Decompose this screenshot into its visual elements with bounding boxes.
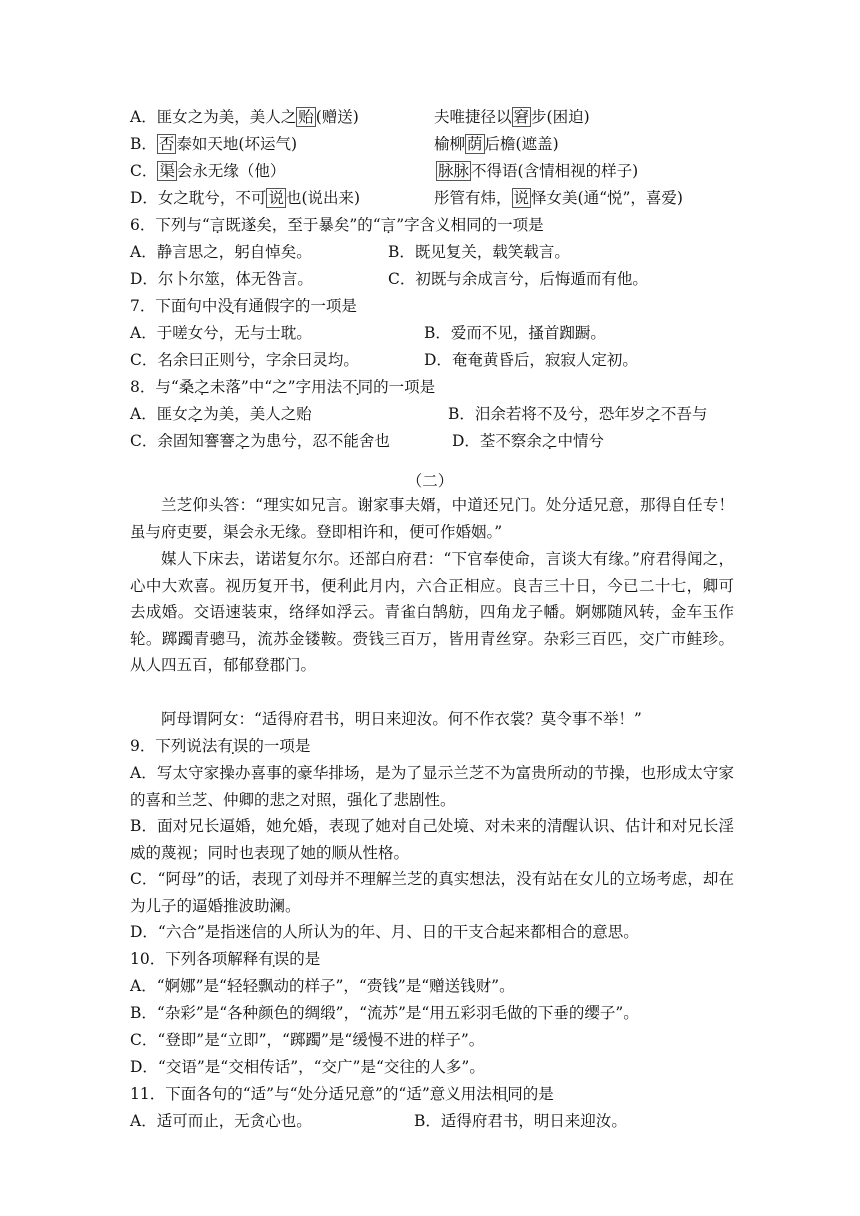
text: 也(说出来) — [285, 189, 361, 207]
q10-option-c: C．“登即”是“立即”，“踯躅”是“缓慢不进的样子”。 — [130, 1031, 485, 1049]
text: 怿女美(通“悦”，喜爱) — [531, 189, 683, 207]
text: 泰如天地(坏运气) — [176, 135, 298, 153]
text: 既遂矣，至于暴矣”的“ — [225, 216, 381, 234]
dotted-word: 之 — [187, 405, 204, 423]
text: 9．下列说法 — [130, 737, 218, 755]
q5-option-d-left — [130, 185, 360, 211]
text: 中情兮 — [557, 432, 604, 450]
q5-option-b-left — [130, 131, 297, 157]
boxed-word: 渠 — [159, 162, 175, 180]
dotted-word: 有误 — [258, 950, 290, 968]
dotted-word: 有误 — [217, 737, 249, 755]
text: ”字含义相同的一项是 — [396, 216, 544, 234]
q10-option-b: B．“杂彩”是“各种颜色的绸缎”，“流苏”是“用五彩羽毛做的下垂的缨子”。 — [130, 1004, 639, 1022]
q7-option-d: D．奄奄黄昏后，寂寂人定初。 — [424, 351, 638, 369]
text: 夫唯捷径以 — [434, 108, 512, 126]
q7-option-a: A．于嗟女兮，无与士耽。 — [130, 324, 312, 342]
text: 榆柳 — [434, 135, 466, 153]
q7-option-c: C．名余曰正则兮，字余曰灵均。 — [130, 351, 359, 369]
passage-paragraph-2: 媒人下床去，诺诺复尔尔。还部白府君：“下官奉使命，言谈大有缘。”府君得闻之，心中大欢喜。视历复开书，便利此月内，六合正相应。良吉三十日，今已二十七，卿可去成婚。交语速装束，络绎如浮云。青雀白鹄舫，四角龙子幡。婀娜随风转，金车玉作轮。踯躅青骢马，流苏金镂鞍。赍钱三百万，皆用青丝穿。杂彩三百匹，交广市鲑珍。从人四五百，郁郁登郡门。 — [130, 550, 734, 674]
text: D．荃不察余 — [452, 432, 542, 450]
text: 后檐(遮盖) — [484, 135, 559, 153]
q6-option-c: C．初既与余成言兮，后悔遁而有他。 — [388, 270, 648, 288]
q11-option-a: A．适可而止，无贪心也。 — [130, 1112, 312, 1130]
boxed-word: 贻 — [298, 108, 314, 126]
boxed-word: 说 — [268, 189, 284, 207]
text: 步(困迫) — [531, 108, 590, 126]
q5-option-c-right — [436, 158, 638, 184]
text: 的一项是 — [248, 737, 311, 755]
q9-option-d: D．“六合”是指迷信的人所认为的年、月、日的干支合起来都相合的意思。 — [130, 923, 639, 941]
q10-stem — [130, 946, 320, 972]
q6-stem — [130, 212, 544, 238]
boxed-word: 否 — [158, 135, 175, 153]
text: C．余固知謇謇 — [130, 432, 235, 450]
text: C． — [130, 162, 158, 180]
q5-option-a-left — [130, 104, 359, 130]
q11-option-b: B．适得府君书，明日来迎汝。 — [414, 1112, 627, 1130]
dotted-word: 没有 — [217, 297, 249, 315]
text: 为患兮，忍不能舍也 — [250, 432, 390, 450]
text: 未落”中“之”字用法 — [209, 378, 343, 396]
q5-option-b-right — [434, 131, 559, 157]
text: B．汨余若将不及兮，恐年岁 — [448, 405, 646, 423]
boxed-word: 说 — [513, 189, 530, 207]
dotted-word: 之 — [645, 405, 661, 423]
dotted-word: 之 — [541, 432, 558, 450]
boxed-word: 脉脉 — [438, 162, 470, 180]
q7-stem — [130, 293, 357, 319]
q6-option-a: A．静言思之，躬自悼矣。 — [130, 243, 312, 261]
dotted-word: 之 — [194, 378, 210, 396]
section-title: （二） — [406, 472, 454, 490]
text: D．女之耽兮，不可 — [130, 189, 267, 207]
dotted-word: 言 — [380, 216, 397, 234]
text: 6．下列与“ — [130, 216, 210, 234]
q9-stem — [130, 733, 310, 759]
q6-option-b: B．既见复关，载笑载言。 — [388, 243, 570, 261]
dotted-word: 言 — [209, 216, 226, 234]
dotted-word: 相同 — [491, 1085, 523, 1103]
q8-option-a — [130, 401, 312, 427]
q7-option-b: B．爱而不见，搔首踟蹰。 — [424, 324, 606, 342]
text: 的是 — [289, 950, 321, 968]
text: 的一项是 — [373, 378, 436, 396]
dotted-word: 之 — [234, 432, 251, 450]
text: 的是 — [522, 1085, 554, 1103]
q5-option-c-left — [130, 158, 285, 184]
q8-option-b — [448, 401, 707, 427]
text: 11．下面各句的“适”与“处分适兄意”的“适”意义用法 — [130, 1085, 492, 1103]
q8-stem — [130, 374, 435, 400]
q8-option-d — [452, 428, 604, 454]
dotted-word: 不同 — [342, 378, 374, 396]
text: 7．下面句中 — [130, 297, 218, 315]
text: A．匪女 — [130, 405, 188, 423]
boxed-word: 窘 — [513, 108, 530, 126]
q5-option-a-right — [434, 104, 590, 130]
q9-option-c: C．“阿母”的话，表现了刘母并不理解兰芝的真实想法，没有站在女儿的立场考虑，却在为儿子的逼婚推波助澜。 — [130, 870, 734, 915]
boxed-word: 荫 — [467, 135, 483, 153]
text: 不吾与 — [660, 405, 708, 423]
q10-option-a: A．“婀娜”是“轻轻飘动的样子”，“赍钱”是“赠送钱财”。 — [130, 977, 515, 995]
q9-option-a: A．写太守家操办喜事的豪华排场，是为了显示兰芝不为富贵所动的节操，也形成太守家的喜和兰芝、仲卿的悲之对照，强化了悲剧性。 — [130, 764, 734, 809]
text: 8．与“桑 — [130, 378, 195, 396]
text: 10．下列各项解释 — [130, 950, 259, 968]
passage-paragraph-3: 阿母谓阿女：“适得府君书，明日来迎汝。何不作衣裳？莫令事不举！” — [161, 710, 642, 728]
text: 通假字的一项是 — [248, 297, 357, 315]
text: 不得语(含情相视的样子) — [471, 162, 639, 180]
q8-option-c — [130, 428, 390, 454]
passage-paragraph-1: 兰芝仰头答：“理实如兄言。谢家事夫婿，中道还兄门。处分适兄意，那得自任专！虽与府吏要，渠会永无缘。登即相许和，便可作婚姻。” — [130, 496, 734, 541]
text: (赠送) — [315, 108, 359, 126]
text: B． — [130, 135, 157, 153]
text: 为美，美人之贻 — [203, 405, 312, 423]
q11-stem — [130, 1081, 554, 1107]
q10-option-d: D．“交语”是“交相传话”，“交广”是“交往的人多”。 — [130, 1058, 485, 1076]
q5-option-d-right — [434, 185, 683, 211]
text: A．匪女之为美，美人之 — [130, 108, 297, 126]
text: 会永无缘（他） — [176, 162, 286, 180]
q9-option-b: B．面对兄长逼婚，她允婚，表现了她对自己处境、对未来的清醒认识、估计和对兄长淫威的蔑视；同时也表现了她的顺从性格。 — [130, 817, 734, 862]
text: 彤管有炜， — [434, 189, 512, 207]
q6-option-d: D．尔卜尔筮，体无咎言。 — [130, 270, 313, 288]
